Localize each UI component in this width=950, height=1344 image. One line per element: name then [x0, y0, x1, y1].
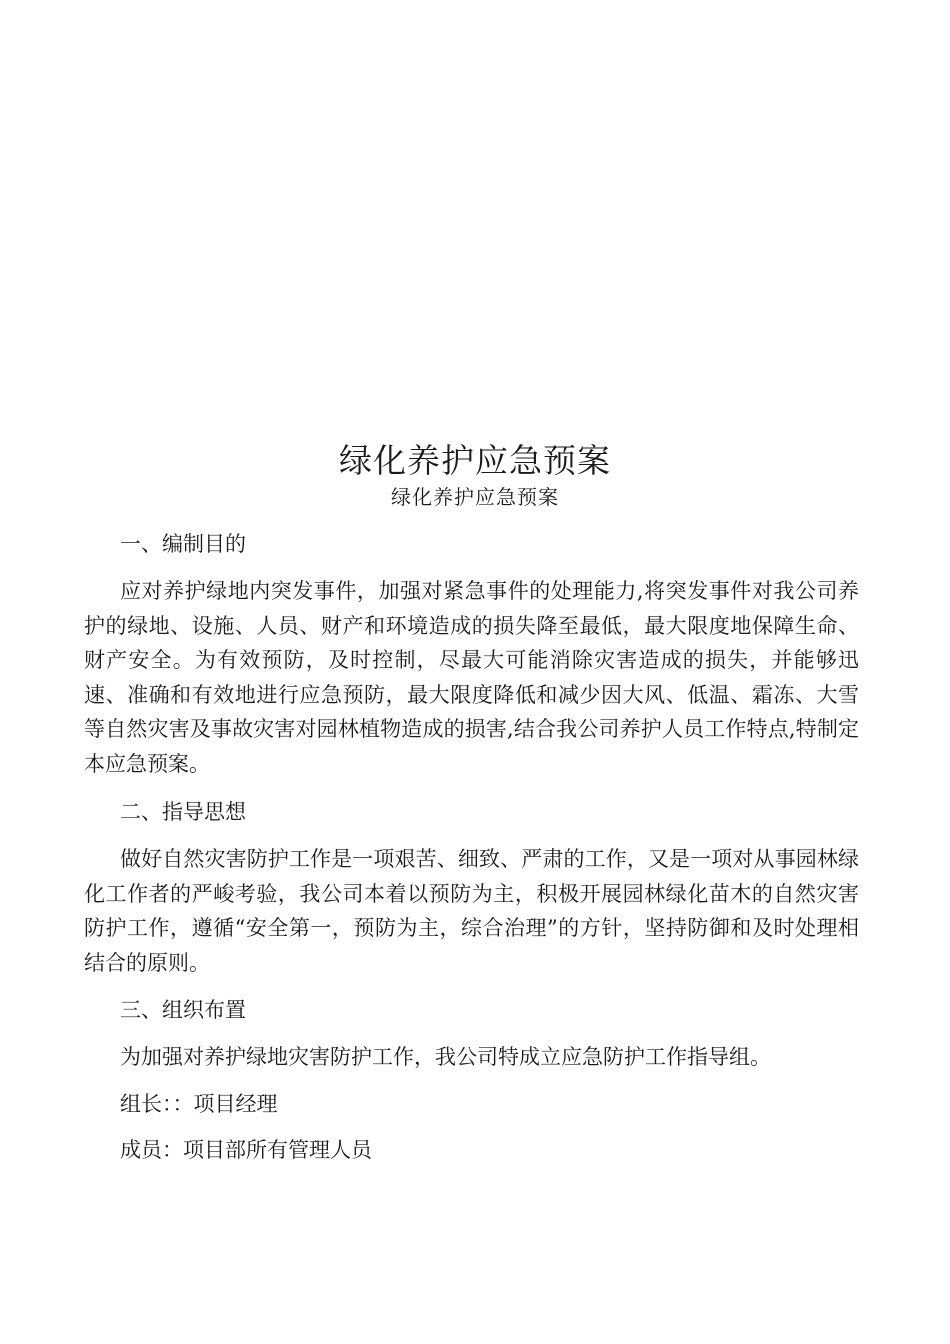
- document-title: 绿化养护应急预案: [339, 441, 611, 480]
- section-heading-organization: 三、组织布置: [120, 998, 246, 1022]
- section-heading-purpose: 一、编制目的: [120, 532, 246, 556]
- document-subtitle: 绿化养护应急预案: [391, 485, 559, 509]
- members-line: 成员：项目部所有管理人员: [120, 1138, 372, 1162]
- section-heading-guiding-thought: 二、指导思想: [120, 800, 246, 824]
- section-paragraph-purpose: 应对养护绿地内突发事件，加强对紧急事件的处理能力,将突发事件对我公司养护的绿地、设施、人员、财产和环境造成的损失降至最低，最大限度地保障生命、财产安全。为有效预防，及时控制，尽最大可能消除灾害造成的损失，并能够迅速、准确和有效地进行应急预防，最大限度降低和减少因大风、低温、霜冻、大雪等自然灾害及事故灾害对园林植物造成的损害,结合我公司养护人员工作特点,特制定本应急预案。: [84, 579, 859, 776]
- leader-line: 组长：：项目经理: [120, 1092, 278, 1116]
- section-paragraph-guiding-thought: 做好自然灾害防护工作是一项艰苦、细致、严肃的工作，又是一项对从事园林绿化工作者的严峻考验，我公司本着以预防为主，积极开展园林绿化苗木的自然灾害防护工作，遵循“安全第一，预防为主，综合治理”的方针，坚持防御和及时处理相结合的原则。: [84, 847, 859, 975]
- section-paragraph-organization: 为加强对养护绿地灾害防护工作，我公司特成立应急防护工作指导组。: [120, 1045, 771, 1069]
